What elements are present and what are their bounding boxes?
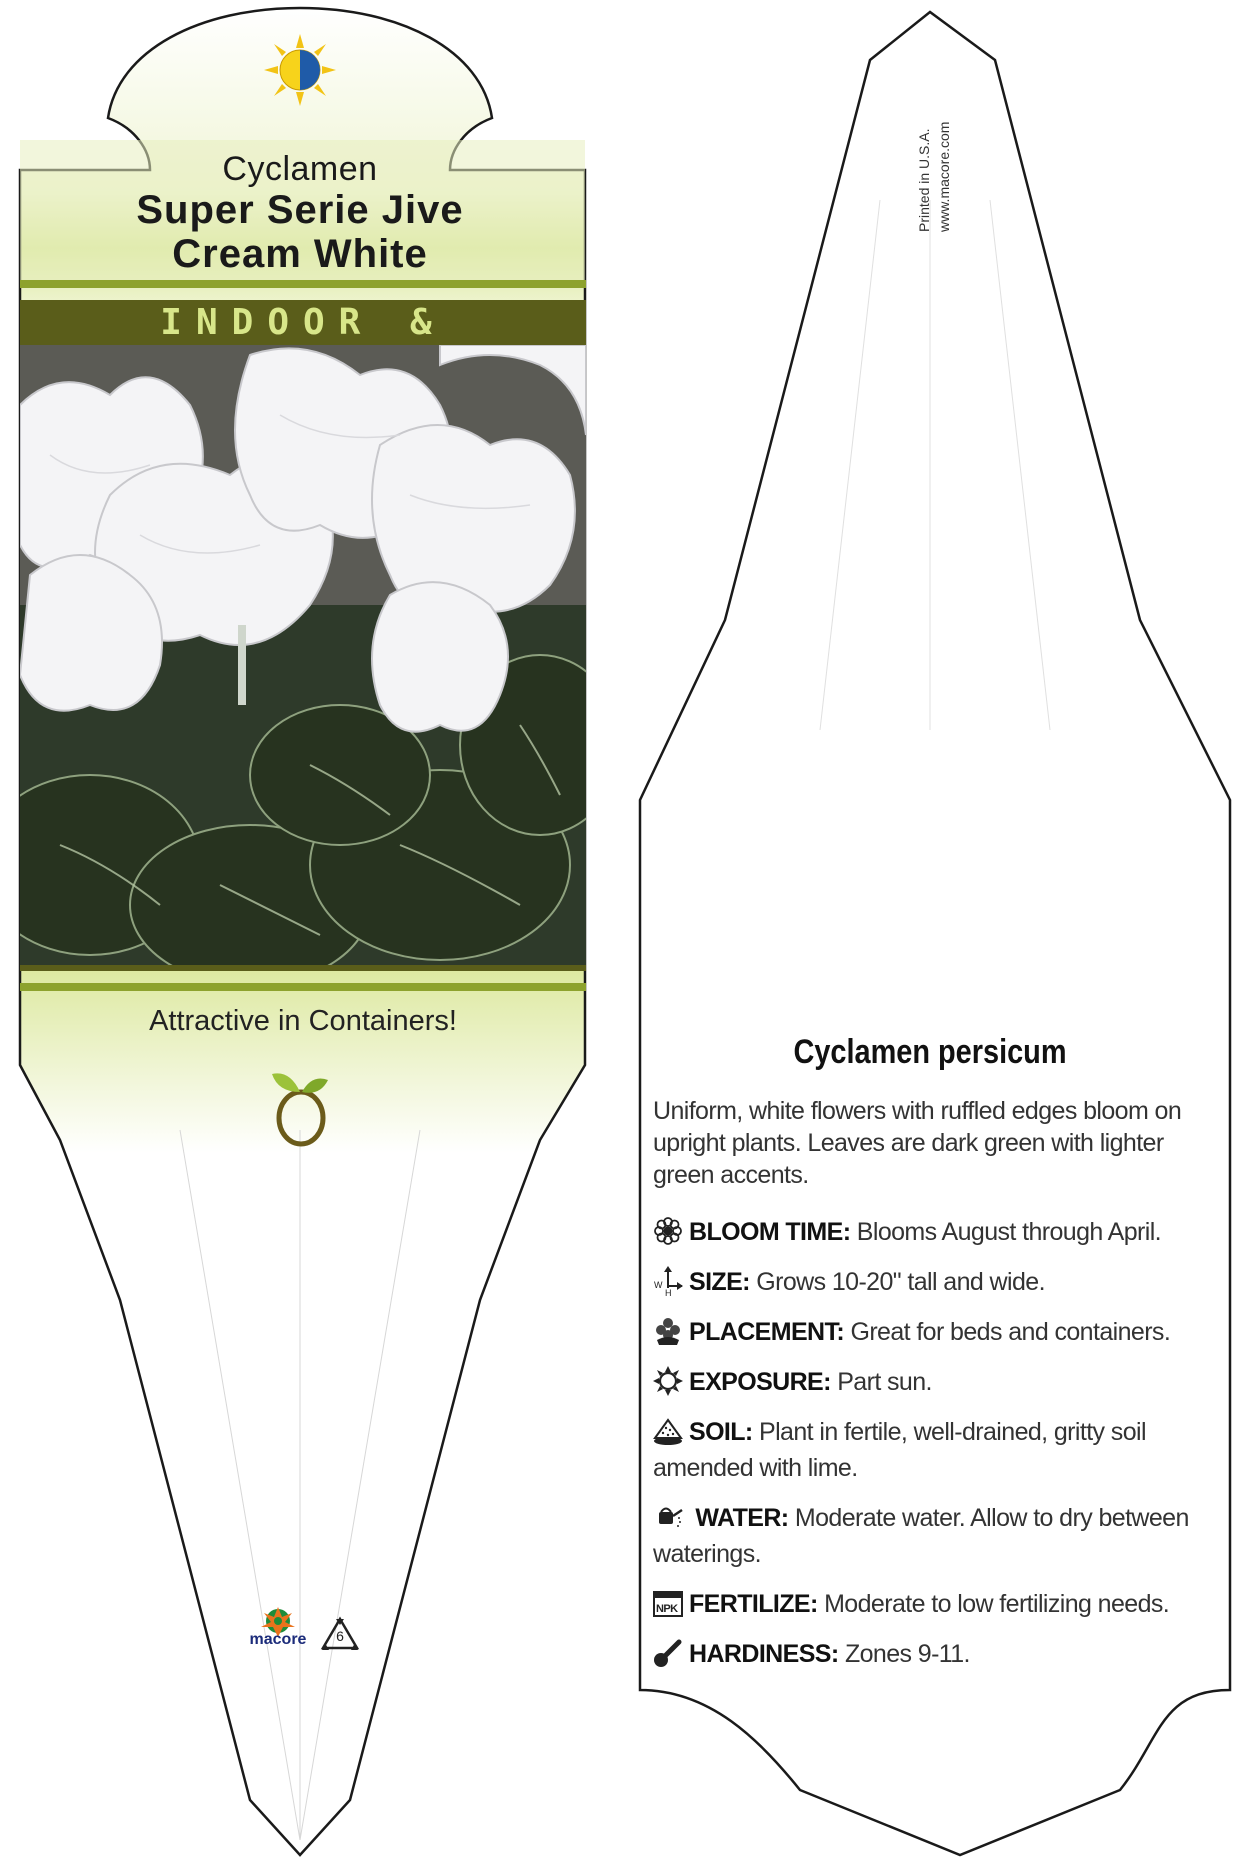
accent-stripe bbox=[20, 280, 586, 288]
care-hardiness: HARDINESS: Zones 9-11. bbox=[653, 1636, 1213, 1672]
plant-genus: Cyclamen bbox=[222, 150, 378, 188]
photo-bottom-band bbox=[20, 965, 586, 971]
svg-text:H: H bbox=[665, 1288, 671, 1296]
accent-stripe bbox=[20, 983, 586, 991]
plant-photo bbox=[20, 345, 586, 965]
care-bloom-time: BLOOM TIME: Blooms August through April. bbox=[653, 1214, 1213, 1250]
seed-leaf-icon bbox=[270, 1068, 332, 1148]
care-soil: SOIL: Plant in fertile, well-drained, gritty soil amended with lime. bbox=[653, 1418, 1146, 1482]
care-list bbox=[653, 1214, 1213, 1686]
flower-icon bbox=[653, 1216, 683, 1246]
care-exposure: EXPOSURE: Part sun. bbox=[653, 1364, 1213, 1400]
variety-name-line1: Super Serie Jive bbox=[136, 188, 464, 232]
thermometer-icon bbox=[653, 1638, 683, 1668]
care-water: WATER: Moderate water. Allow to dry between waterings. bbox=[653, 1504, 1189, 1568]
placement-icon bbox=[653, 1316, 683, 1346]
variety-name-line2: Cream White bbox=[172, 232, 428, 276]
brand-name: macore bbox=[249, 1631, 307, 1648]
recycle-number: 6 bbox=[336, 1628, 344, 1644]
npk-icon bbox=[653, 1588, 683, 1618]
soil-icon bbox=[653, 1416, 683, 1446]
size-arrows-icon bbox=[653, 1266, 683, 1296]
watering-can-icon bbox=[653, 1502, 683, 1532]
sun-icon bbox=[653, 1366, 683, 1396]
botanical-name: Cyclamen persicum bbox=[793, 1033, 1067, 1071]
care-size: W H SIZE: Grows 10-20" tall and wide. bbox=[654, 1268, 1045, 1296]
macore-logo bbox=[243, 1605, 313, 1649]
svg-text:NPK: NPK bbox=[656, 1603, 678, 1615]
category-band: INDOOR & bbox=[20, 300, 586, 345]
plant-description: Uniform, white flowers with ruffled edges bloom on upright plants. Leaves are dark green with lighter green accents. bbox=[653, 1097, 1182, 1189]
care-fertilize: NPK FERTILIZE: Moderate to low fertilizing needs. bbox=[653, 1586, 1213, 1622]
print-location: Printed in U.S.A. bbox=[916, 128, 932, 232]
tagline: Attractive in Containers! bbox=[149, 1005, 457, 1037]
print-website: www.macore.com bbox=[936, 121, 952, 232]
care-placement: PLACEMENT: Great for beds and containers. bbox=[653, 1314, 1213, 1350]
svg-text:W: W bbox=[654, 1280, 662, 1290]
sun-partial-icon bbox=[262, 32, 338, 108]
